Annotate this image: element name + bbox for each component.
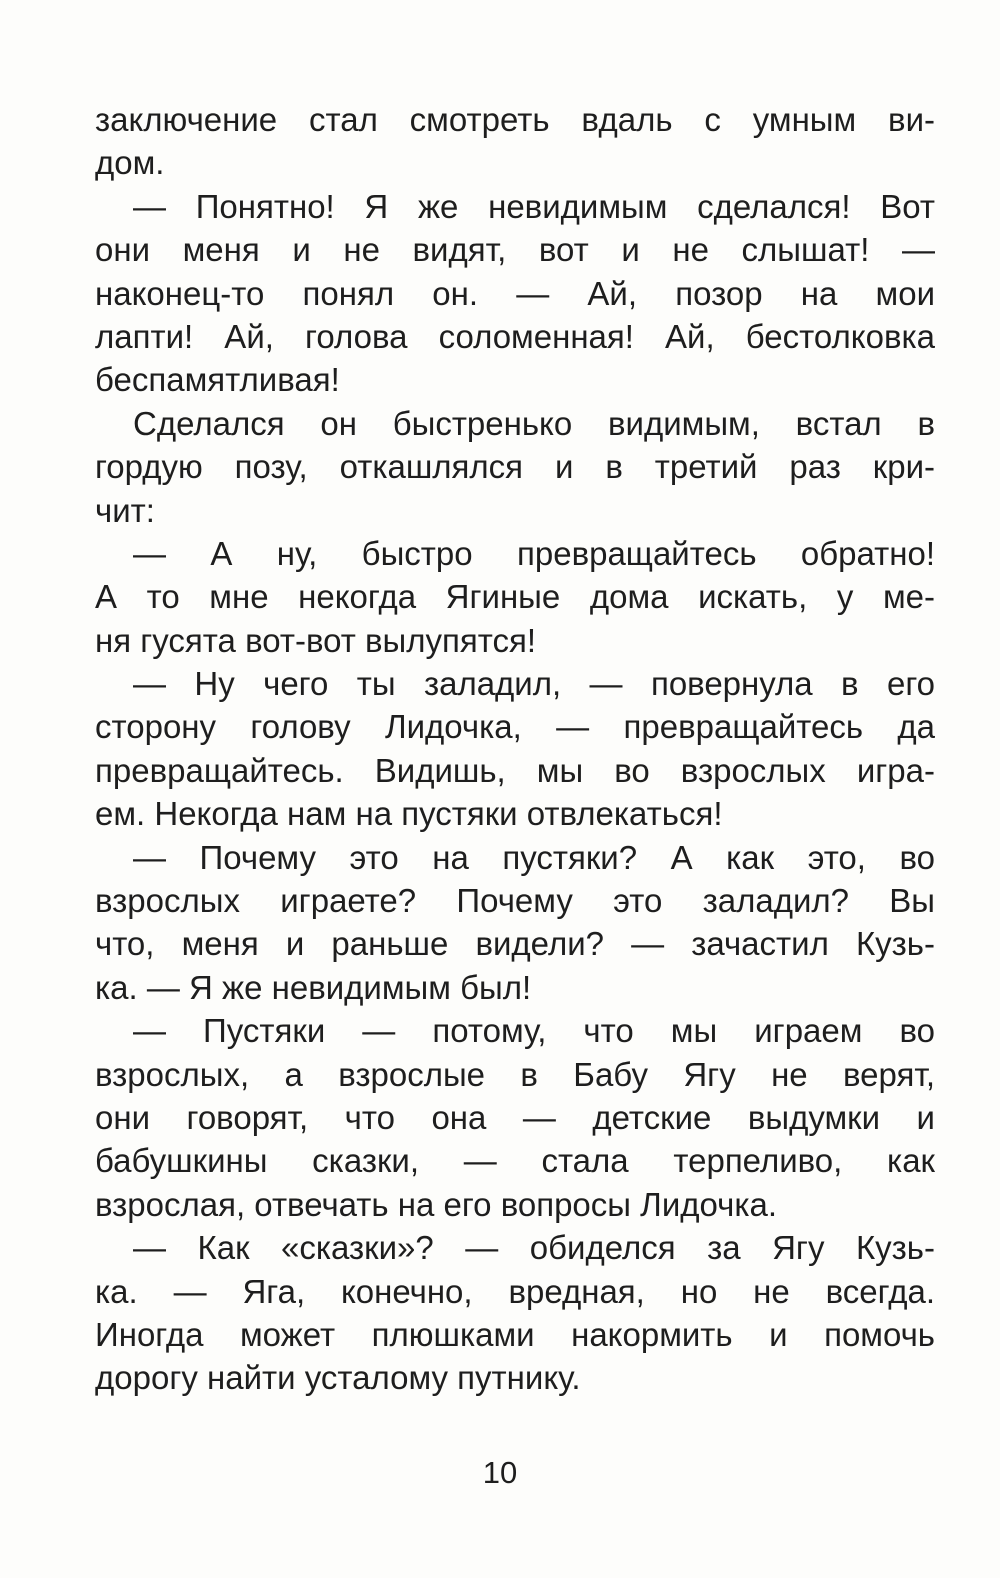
text-line: — Понятно! Я же невидимым сделался! Вот <box>133 187 935 225</box>
text-line: бабушкины сказки, — стала терпеливо, как <box>95 1142 935 1180</box>
text-line: — Почему это на пустяки? А как это, во <box>133 838 935 876</box>
text-line: взрослых, а взрослые в Бабу Ягу не верят, <box>95 1055 935 1093</box>
text-line: лапти! Ай, голова соломенная! Ай, бестолковка <box>95 317 935 355</box>
text-line: взрослая, отвечать на его вопросы Лидочка. <box>95 1185 778 1223</box>
text-line: дорогу найти усталому путнику. <box>95 1359 581 1397</box>
text-line: взрослых играете? Почему это заладил? Вы <box>95 882 935 920</box>
text-line: Иногда может плюшками накормить и помочь <box>95 1315 935 1353</box>
text-line: ка. — Я же невидимым был! <box>95 968 532 1006</box>
text-line: — Ну чего ты заладил, — повернула в его <box>133 665 935 703</box>
text-line: ем. Некогда нам на пустяки отвлекаться! <box>95 795 723 833</box>
text-line: чит: <box>95 491 155 529</box>
text-line: превращайтесь. Видишь, мы во взрослых игра- <box>95 751 935 789</box>
text-line: Сделался он быстренько видимым, встал в <box>133 404 935 442</box>
text-line: — А ну, быстро превращайтесь обратно! <box>133 534 935 572</box>
text-line: — Как «сказки»? — обиделся за Ягу Кузь- <box>133 1229 935 1267</box>
text-line: беспамятливая! <box>95 361 340 399</box>
text-line: дом. <box>95 144 165 182</box>
body-text <box>95 98 935 1400</box>
text-line: гордую позу, откашлялся и в третий раз кри- <box>95 448 935 486</box>
text-line: ня гусята вот-вот вылупятся! <box>95 621 537 659</box>
page-number: 10 <box>482 1455 518 1490</box>
text-line: они меня и не видят, вот и не слышат! — <box>95 231 935 269</box>
text-line: ка. — Яга, конечно, вредная, но не всегда. <box>95 1272 935 1310</box>
text-line: сторону голову Лидочка, — превращайтесь да <box>95 708 935 746</box>
text-line: заключение стал смотреть вдаль с умным ви- <box>95 101 935 138</box>
text-line: — Пустяки — потому, что мы играем во <box>133 1012 935 1050</box>
text-line: что, меня и раньше видели? — зачастил Кузь- <box>95 925 935 963</box>
text-line: они говорят, что она — детские выдумки и <box>95 1098 935 1136</box>
text-line: А то мне некогда Ягиные дома искать, у ме- <box>95 578 935 616</box>
text-line: наконец-то понял он. — Ай, позор на мои <box>95 274 935 312</box>
